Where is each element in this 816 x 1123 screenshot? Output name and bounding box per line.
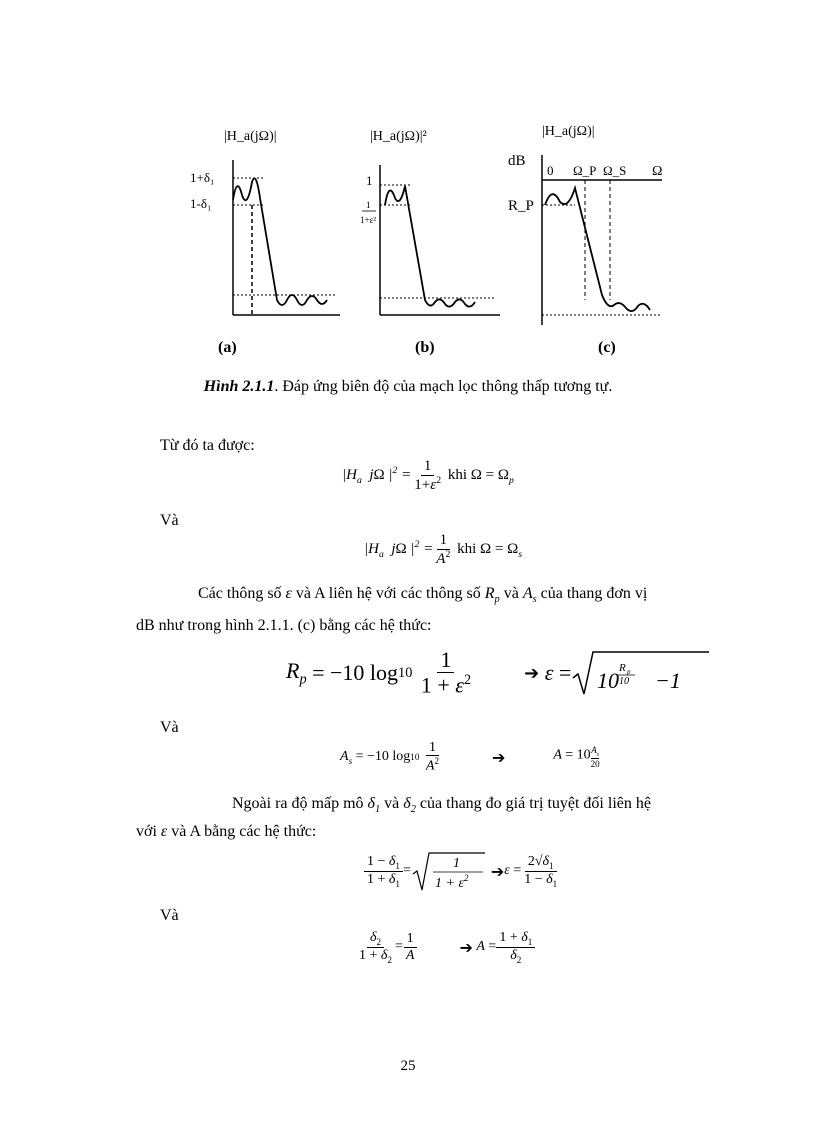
- equation-5: $\frac{1 - \delta_1}{1 + \delta_1}$ = 1 $1 + \varepsilon^2$ ➔ ε = $\frac{2√\delta_1}{1 - \delta_1}$: [364, 850, 560, 892]
- svg-text:−1: −1: [655, 668, 682, 693]
- panel-b-tick2-num: 1: [366, 200, 371, 210]
- panel-b-tick1: 1: [366, 173, 373, 188]
- equation-1: $|H_a$ jΩ $|^2$ = $\frac{1}{1+\varepsilon^2}$ khi $\Omega = \Omega_p$: [342, 458, 514, 493]
- panel-a-ylabel: |H_a(jΩ)|: [224, 129, 277, 144]
- va-3: Và: [160, 907, 179, 924]
- panel-a-tick1: 1+δ₁: [190, 170, 215, 185]
- paragraph-intro: Từ đó ta được:: [160, 437, 255, 454]
- sqrt-symbol-2: [411, 850, 487, 892]
- caption-text: . Đáp ứng biên độ của mạch lọc thông thấp tương tự.: [274, 378, 613, 395]
- paragraph-2: Các thông số ε và A liên hệ với các thông số $R_p$ và $A_s$ của thang đơn vị: [198, 585, 648, 606]
- equation-6: $\frac{\delta_2}{1 + \delta_2}$ = $\frac{1}{A}$ ➔ A = $\frac{1 + \delta_1}{\delta_2}$: [356, 930, 535, 965]
- panel-a-tick2: 1-δ₁: [190, 196, 212, 211]
- va-2: Và: [160, 719, 179, 736]
- svg-text:R: R: [619, 662, 627, 674]
- svg-text:10: 10: [619, 676, 630, 687]
- equation-4: $A_s$ = −10 log 10 $\frac{1}{A^2}$ ➔ A = 10 $^{\frac{A_s}{20}}$: [340, 740, 600, 775]
- panel-c-label: (c): [598, 339, 616, 356]
- panel-a-label: (a): [218, 339, 237, 356]
- figure-2-1-1: [190, 110, 670, 365]
- panel-c-xaxis: Ω: [652, 164, 663, 179]
- sqrt-symbol: [571, 648, 711, 698]
- panel-c-x0: 0: [547, 163, 554, 178]
- equation-3: $R_p$ = −10 log 10 $\frac{1}{1 + \varepsilon^2}$ ➔ ε = 10 R p 10 −1: [286, 648, 711, 698]
- panel-b-label: (b): [415, 339, 435, 356]
- svg-text:1: 1: [452, 856, 460, 871]
- paragraph-2-cont: dB như trong hình 2.1.1. (c) bằng các hệ thức:: [136, 617, 432, 634]
- svg-text:p: p: [627, 668, 631, 676]
- panel-c-ylabel: |H_a(jΩ)|: [542, 124, 595, 139]
- figure-caption: [0, 378, 816, 396]
- panel-b-ylabel: |H_a(jΩ)|²: [370, 129, 427, 144]
- equation-2: $|H_a$ jΩ $|^2$ = $\frac{1}{A^2}$ khi $\Omega = \Omega_s$: [364, 532, 523, 567]
- paragraph-3-cont: với ε và A bằng các hệ thức:: [136, 823, 317, 840]
- filter-response-figure: [190, 110, 670, 365]
- panel-b-tick2-den: 1+ε²: [360, 215, 377, 225]
- panel-c-unit: dB: [508, 153, 526, 169]
- svg-text:10: 10: [597, 668, 620, 693]
- panel-c-tick1: R_P: [508, 198, 534, 214]
- panel-c: [542, 155, 662, 325]
- caption-label: Hình 2.1.1: [203, 378, 275, 395]
- panel-b: [380, 165, 500, 315]
- va-1: Và: [160, 512, 179, 529]
- panel-c-xp: Ω_P: [573, 163, 597, 178]
- page-number: 25: [400, 1058, 416, 1074]
- panel-c-xs: Ω_S: [603, 163, 627, 178]
- svg-text:1 + ε2: $1 + \varepsilon^2$: [434, 873, 469, 891]
- panel-a: [233, 160, 340, 315]
- paragraph-3: Ngoài ra độ mấp mô $\delta_1$ và $\delta_2$ của thang đo giá trị tuyệt đối liên hệ: [232, 795, 651, 816]
